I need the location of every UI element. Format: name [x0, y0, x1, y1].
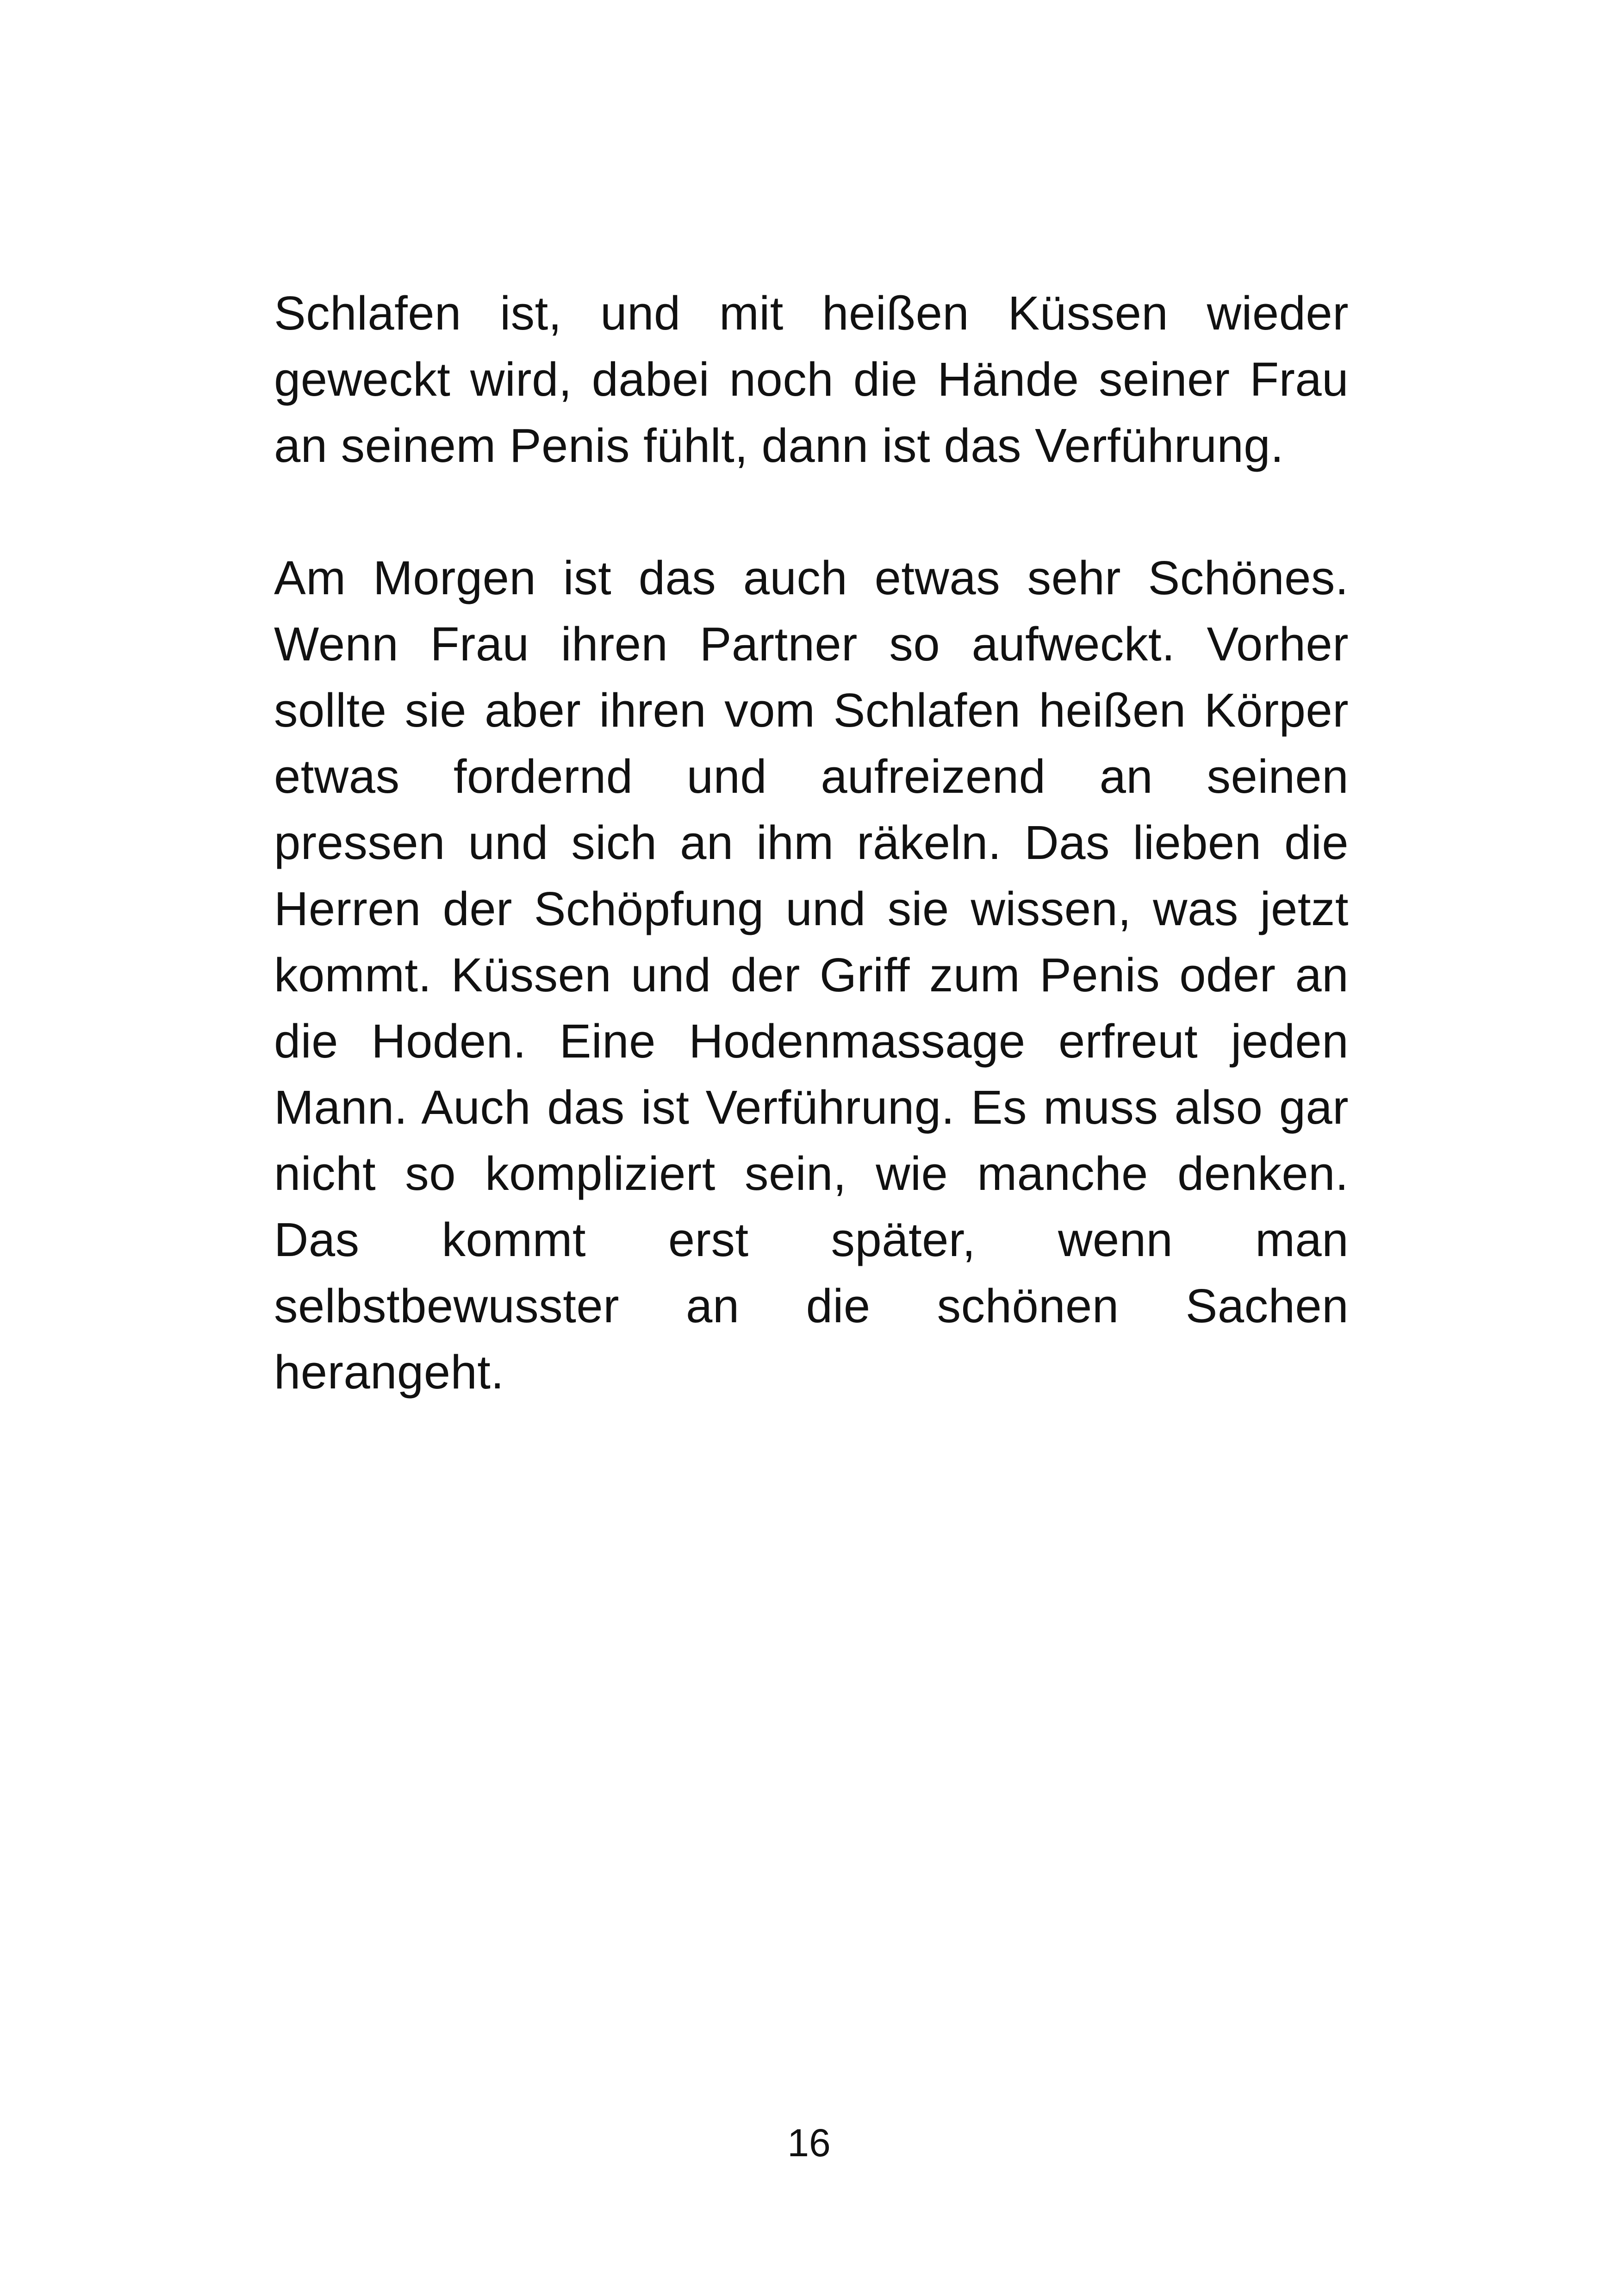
text-line: pressen und sich an ihm räkeln. Das lieben die [274, 816, 1349, 869]
text-line: Herren der Schöpfung und sie wissen, was jetzt [274, 882, 1349, 935]
text-line: selbstbewusster an die schönen Sachen [274, 1279, 1349, 1332]
text-line: Mann. Auch das ist Verführung. Es muss also gar [274, 1081, 1349, 1134]
text-line: Am Morgen ist das auch etwas sehr Schönes. [274, 551, 1349, 604]
body-text [274, 280, 1349, 1405]
text-line: kommt. Küssen und der Griff zum Penis oder an [274, 948, 1349, 1002]
text-line: herangeht. [274, 1345, 504, 1399]
page-number: 16 [787, 2121, 831, 2165]
paragraph [274, 545, 1349, 1405]
text-line: sollte sie aber ihren vom Schlafen heißen Körper [274, 684, 1349, 737]
text-line: die Hoden. Eine Hodenmassage erfreut jeden [274, 1014, 1349, 1068]
paragraph [274, 280, 1349, 479]
text-line: etwas fordernd und aufreizend an seinen [274, 750, 1349, 803]
text-line: Wenn Frau ihren Partner so aufweckt. Vorher [274, 617, 1349, 671]
text-line: nicht so kompliziert sein, wie manche denken. [274, 1147, 1349, 1200]
text-line: Das kommt erst später, wenn man [274, 1213, 1349, 1266]
text-line: Schlafen ist, und mit heißen Küssen wieder [274, 286, 1349, 340]
paragraph-gap [274, 479, 1349, 545]
text-line: an seinem Penis fühlt, dann ist das Verführung. [274, 419, 1284, 472]
text-line: geweckt wird, dabei noch die Hände seiner Frau [274, 353, 1349, 406]
